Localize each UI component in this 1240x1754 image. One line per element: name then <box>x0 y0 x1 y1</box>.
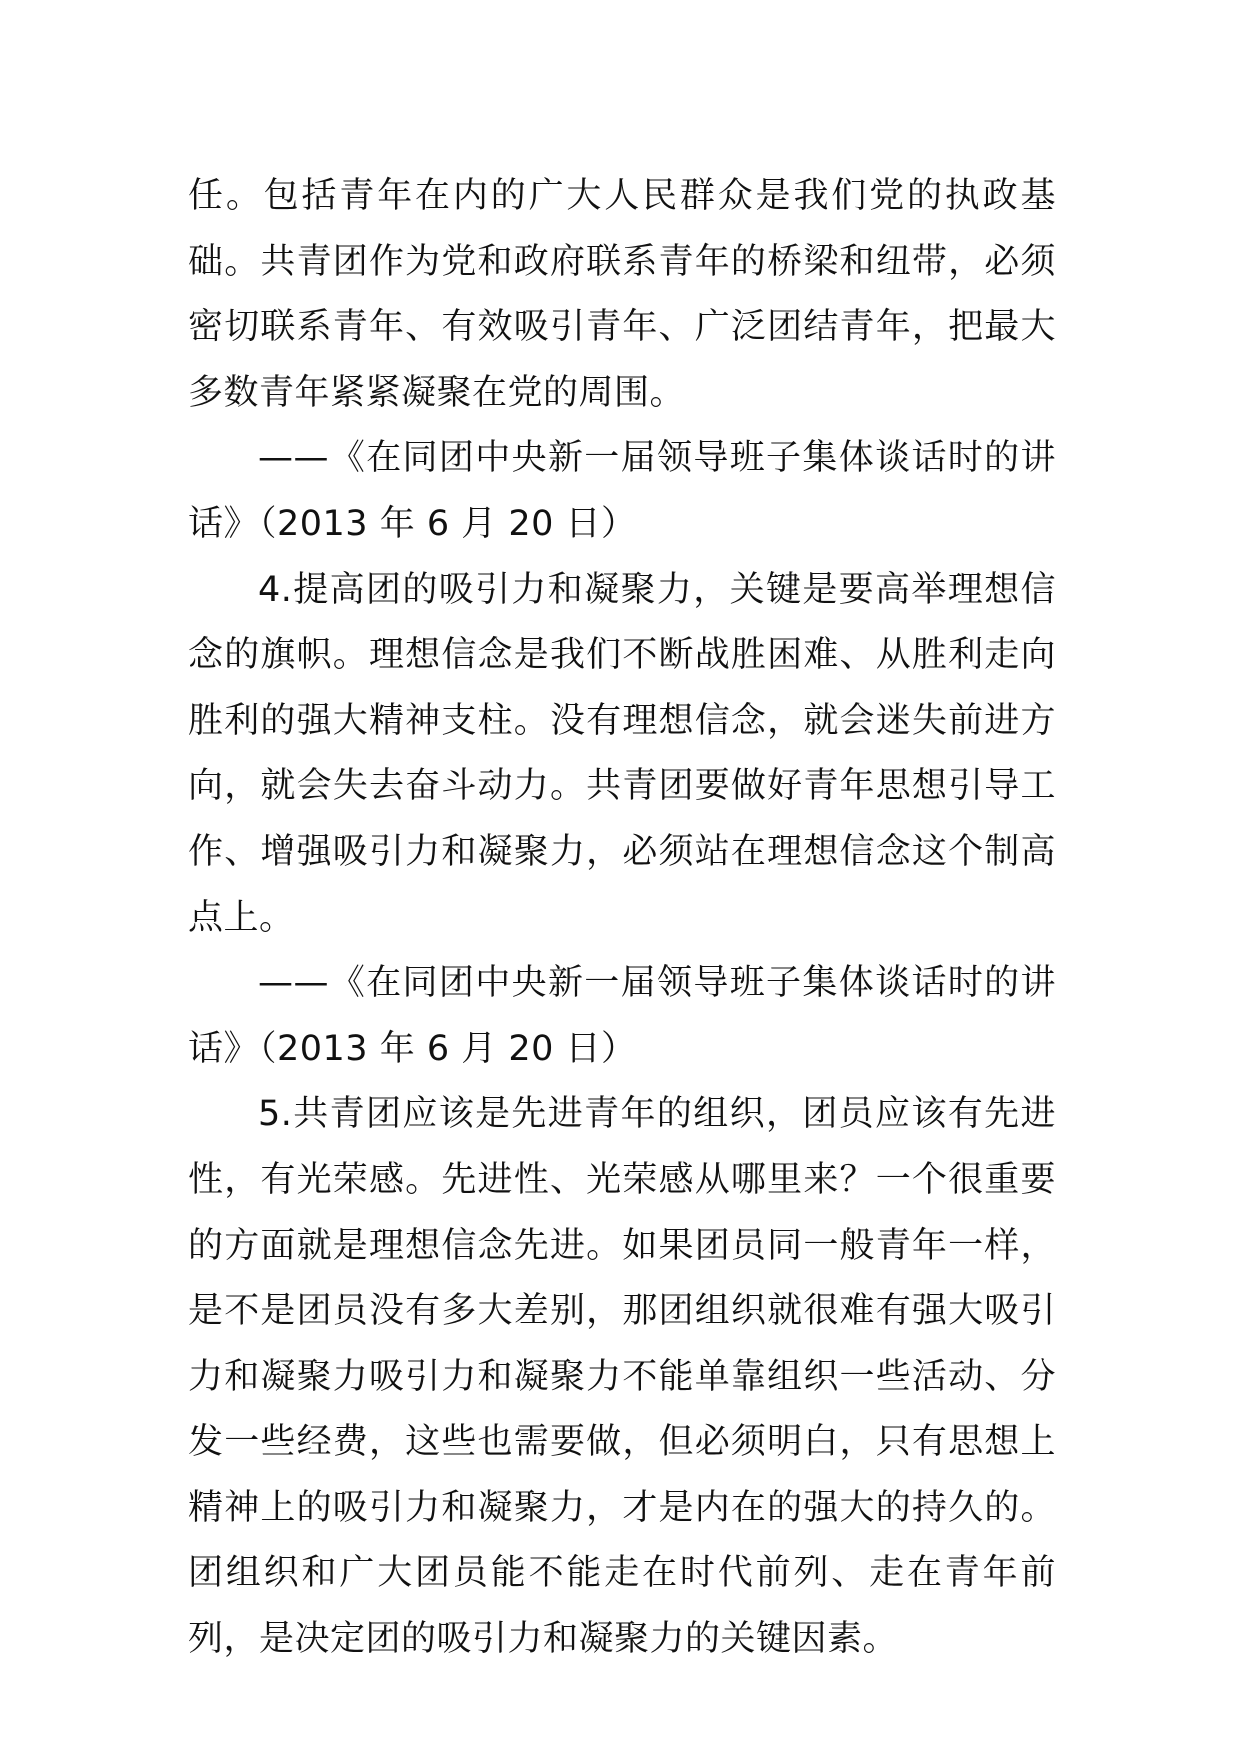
paragraph-item-5: 5.共青团应该是先进青年的组织，团员应该有先进性，有光荣感。先进性、光荣感从哪里来？一个很重要的方面就是理想信念先进。如果团员同一般青年一样，是不是团员没有多大差别，那团组织就很难有强大吸引力和凝聚力吸引力和凝聚力不能单靠组织一些活动、分发一些经费，这些也需要做，但必须明白，只有思想上精神上的吸引力和凝聚力，才是内在的强大的持久的。团组织和广大团员能不能走在时代前列、走在青年前列，是决定团的吸引力和凝聚力的关键因素。 <box>188 1094 1056 1660</box>
body-text <box>188 164 1056 1673</box>
paragraph-continuation: 任。包括青年在内的广大人民群众是我们党的执政基础。共青团作为党和政府联系青年的桥梁和纽带，必须密切联系青年、有效吸引青年、广泛团结青年，把最大多数青年紧紧凝聚在党的周围。 <box>188 176 1056 413</box>
source-citation-2: ——《在同团中央新一届领导班子集体谈话时的讲话》（2013 年 6 月 20 日） <box>188 963 1056 1069</box>
paragraph-item-4: 4.提高团的吸引力和凝聚力，关键是要高举理想信念的旗帜。理想信念是我们不断战胜困难、从胜利走向胜利的强大精神支柱。没有理想信念，就会迷失前进方向，就会失去奋斗动力。共青团要做好青年思想引导工作、增强吸引力和凝聚力，必须站在理想信念这个制高点上。 <box>188 569 1056 938</box>
source-citation-1: ——《在同团中央新一届领导班子集体谈话时的讲话》（2013 年 6 月 20 日） <box>188 438 1056 544</box>
